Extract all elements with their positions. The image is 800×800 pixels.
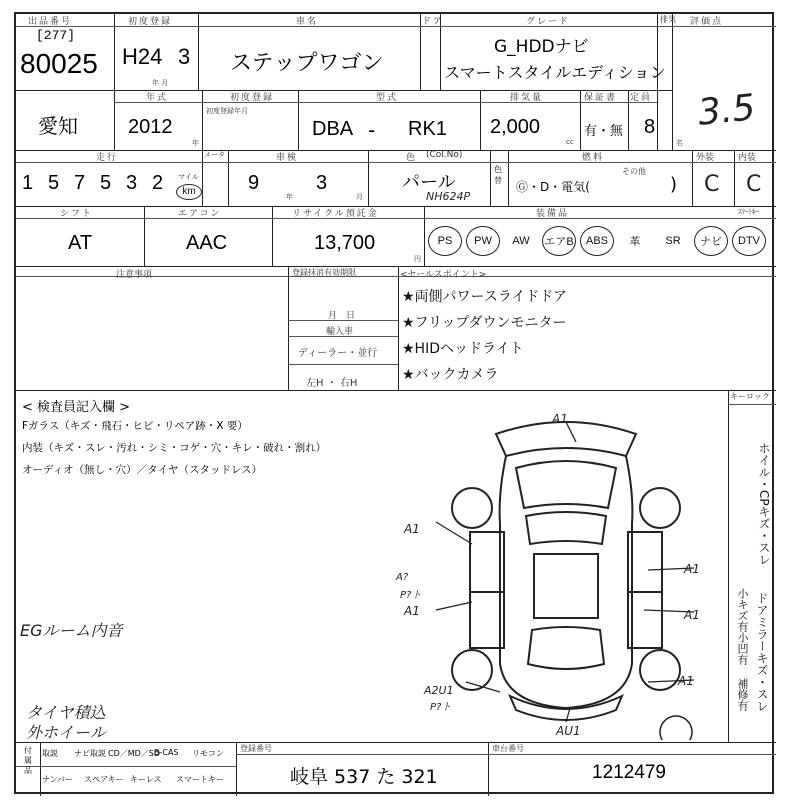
divider — [236, 742, 237, 796]
first-reg-month: 3 — [178, 44, 191, 69]
header-equipment: 装備品 — [536, 209, 570, 219]
divider — [488, 742, 489, 796]
mileage-digit: 1 — [22, 172, 34, 194]
inspector-line: Fガラス（キズ・飛石・ヒビ・リペア跡・X 要） — [22, 420, 248, 432]
aircon-value: AAC — [186, 232, 228, 254]
header-model: 型式 — [376, 93, 399, 103]
header-line — [16, 218, 776, 219]
header-aircon: エアコン — [178, 209, 222, 219]
warranty-value: 有・無 — [584, 124, 624, 139]
divider — [202, 150, 203, 206]
reg-import: 輸入車 — [326, 327, 354, 337]
header-warranty: 保証書 — [584, 93, 618, 103]
accessory-item: B-CAS — [154, 748, 179, 757]
displacement-value: 2,000 — [490, 116, 541, 138]
divider — [398, 266, 399, 390]
wheel-front-right-shape — [640, 488, 680, 528]
grade-line2: スマートスタイルエディション — [444, 63, 666, 82]
header-reg-expiry: 登録抹消有効期限 — [292, 268, 356, 277]
equipment-1: PS — [428, 226, 462, 256]
header-grade: グレード — [526, 17, 571, 27]
mileage-digit: 3 — [126, 172, 138, 194]
header-sales-points: <セールスポイント> — [400, 270, 487, 280]
right-front-door-shape — [628, 532, 662, 592]
damage-label: P?ト — [400, 590, 422, 601]
fuel-close: ) — [670, 174, 678, 195]
wheel-rear-right-shape — [640, 650, 680, 690]
accessory-item: キーレス — [130, 775, 162, 784]
recycle-value: 13,700 — [314, 232, 376, 254]
damage-label: A1 — [552, 412, 568, 426]
divider — [144, 206, 145, 266]
reg-box-line — [288, 364, 398, 365]
header-color-no: (Col.No) — [426, 150, 463, 160]
header-capacity: 定員 — [630, 93, 653, 103]
area-value: 愛知 — [38, 114, 78, 138]
header-lot-no: 出品番号 — [28, 17, 73, 27]
header-shift: シフト — [60, 209, 94, 219]
car-name: ステップワゴン — [230, 51, 384, 76]
first-reg-note: 初度登録年月 — [206, 107, 248, 115]
sales-point-item: ★両側パワースライドドア — [402, 289, 568, 305]
model-year-unit: 年 — [192, 139, 199, 147]
lot-number: 80025 — [20, 48, 98, 79]
divider — [490, 150, 491, 206]
mileage-unit-top: マイル — [178, 173, 199, 181]
damage-label: A1 — [684, 608, 700, 622]
divider — [480, 90, 481, 150]
header-door: ドア — [422, 17, 444, 27]
note-wheel: 外ホイール — [26, 723, 106, 742]
equipment-5: ABS — [580, 226, 614, 256]
divider — [288, 266, 289, 390]
divider — [298, 90, 299, 150]
first-reg-ym-unit: 年 月 — [152, 79, 169, 87]
sales-point-item: ★バックカメラ — [402, 367, 499, 383]
divider — [202, 90, 203, 150]
frame-number: 1212479 — [592, 762, 666, 783]
shift-value: AT — [68, 232, 93, 254]
divider — [272, 206, 273, 266]
grade-line1: G_HDDナビ — [494, 37, 589, 57]
sales-point-item: ★HIDヘッドライト — [402, 341, 524, 357]
accessory-item: スマートキー — [176, 775, 224, 784]
right-note-repair: 補修有 — [736, 678, 749, 711]
color-swap-label: 色替 — [494, 165, 502, 185]
inspection-month-unit: 月 — [356, 193, 363, 201]
header-interior: 内装 — [738, 153, 757, 163]
divider — [114, 14, 115, 150]
plate-number: 岐阜 537 た 321 — [290, 766, 438, 788]
divider — [228, 150, 229, 206]
equipment-4: エアB — [542, 226, 576, 256]
model-prefix: DBA — [312, 118, 354, 140]
accessory-item: ナンバー — [42, 775, 74, 784]
right-note-wheel: ホイル・CPキズ・スレ — [757, 442, 771, 566]
divider — [368, 150, 369, 206]
footer-top-line — [16, 742, 776, 743]
rear-glass-shape — [528, 627, 604, 669]
header-frame: 車台番号 — [492, 744, 524, 753]
header-line — [16, 162, 776, 163]
damage-label: A1 — [404, 522, 420, 536]
mileage-digit: 5 — [100, 172, 112, 194]
roof-shape — [534, 554, 598, 618]
mileage-digit: 5 — [48, 172, 60, 194]
equipment-6: 革 — [629, 236, 641, 248]
front-bumper-shape — [496, 422, 636, 456]
header-car-name: 車名 — [296, 17, 319, 27]
interior-grade: C — [746, 172, 762, 197]
footer-mid-line — [16, 766, 236, 767]
evaluation-score: 3.5 — [696, 87, 758, 134]
inspection-year-unit: 年 — [286, 193, 293, 201]
model-dash: - — [368, 118, 376, 142]
wheel-front-left-shape — [452, 488, 492, 528]
header-meter-change: メータ — [204, 151, 225, 159]
model-code: RK1 — [408, 118, 447, 140]
exterior-grade: C — [704, 172, 720, 197]
header-score: 評価点 — [690, 17, 724, 27]
right-note-small-scratch: 小キズ有 — [736, 588, 749, 632]
mileage-digit: 7 — [74, 172, 86, 194]
header-exterior: 外装 — [696, 153, 715, 163]
inspector-line: オーディオ（無し・穴）／タイヤ（スタッドレス） — [22, 464, 263, 476]
header-displacement: 排気量 — [510, 93, 544, 103]
body-outline-shape — [500, 456, 633, 708]
divider — [692, 150, 693, 206]
right-rear-door-shape — [628, 592, 662, 648]
footer-header-line — [236, 754, 776, 755]
damage-label: A? — [396, 572, 409, 583]
right-note-mirror: ドアミラーキズ・スレ — [755, 592, 769, 712]
sales-point-item: ★フリップダウンモニター — [402, 315, 567, 331]
left-front-door-shape — [470, 532, 504, 592]
accessory-item: リモコン — [192, 749, 224, 758]
displacement-unit: cc — [566, 138, 574, 146]
header-first-reg: 初度登録 — [128, 17, 173, 27]
model-year-value: 2012 — [128, 116, 173, 138]
equipment-8: ナビ — [694, 226, 728, 256]
damage-label: P?ト — [430, 702, 452, 713]
damage-label: A1 — [404, 604, 420, 618]
header-fuel: 燃料 — [582, 153, 605, 163]
header-mileage: 走行 — [96, 153, 119, 163]
left-rear-door-shape — [470, 592, 504, 648]
first-reg-era: H24 — [122, 44, 163, 69]
divider — [734, 150, 735, 206]
note-tire: タイヤ積込 — [26, 703, 106, 722]
fuel-other-label: その他 — [622, 167, 646, 176]
hood-shape — [516, 461, 616, 508]
divider — [424, 206, 425, 266]
inspector-line: 内装（キズ・スレ・汚れ・シミ・コゲ・穴・キレ・破れ・割れ） — [22, 442, 327, 454]
equipment-7: SR — [665, 235, 681, 247]
reg-dealer: ディーラー・並行 — [298, 348, 378, 359]
divider — [580, 90, 581, 150]
header-recycle: リサイクル預託金 — [292, 209, 379, 219]
header-key-lock: キーロック — [730, 392, 770, 401]
divider — [672, 14, 673, 150]
equipment-3: AW — [512, 235, 530, 247]
header-notes: 注意事項 — [116, 270, 153, 280]
inspection-month: 3 — [316, 172, 328, 194]
damage-label: A2U1 — [424, 684, 454, 697]
equipment-9: DTV — [732, 226, 766, 256]
divider — [628, 90, 629, 150]
mileage-unit-km: km — [176, 184, 202, 200]
header-plate: 登録番号 — [240, 744, 272, 753]
color-name: パール — [402, 172, 456, 193]
damage-label: AU1 — [556, 724, 581, 738]
header-model-year: 年式 — [146, 93, 169, 103]
right-note-small-dent: 小凹有 — [736, 632, 749, 665]
color-code: NH624P — [426, 190, 471, 203]
lot-bracket: [277] — [36, 28, 76, 43]
header-first-reg-sub: 初度登録 — [230, 93, 275, 103]
row3-bottom-line — [16, 206, 776, 207]
accessory-item: スペアキー — [84, 775, 124, 784]
header-color: 色 — [406, 153, 418, 163]
equipment-2: PW — [466, 226, 500, 256]
row2-bottom-line — [16, 150, 776, 151]
stain-circle-shape — [660, 716, 692, 740]
header-keyless: ｽﾏｰﾄｷｰ — [738, 208, 759, 216]
fuel-options: Ⓖ・D・電気( — [516, 180, 590, 194]
mileage-digit: 2 — [152, 172, 164, 194]
inspection-year: 9 — [248, 172, 260, 194]
divider — [508, 150, 509, 206]
note-eg-room: EGルーム内音 — [20, 621, 123, 640]
accessory-item: ナビ取説 — [74, 749, 106, 758]
accessory-item: 取説 — [42, 749, 58, 758]
recycle-unit: 円 — [414, 255, 421, 263]
capacity-unit: 名 — [676, 139, 683, 147]
inspector-title: < 検査員記入欄 > — [22, 400, 131, 415]
auction-sheet — [14, 12, 774, 794]
capacity-value: 8 — [644, 116, 656, 138]
windshield-shape — [526, 512, 606, 544]
accessory-item: CD／MD／SD — [108, 749, 161, 758]
row5-bottom-line — [16, 390, 776, 391]
reg-month-day: 月 日 — [328, 311, 356, 321]
footer-side-label: 付属品 — [24, 746, 32, 775]
header-inspection: 車検 — [276, 153, 299, 163]
damage-label: A1 — [684, 562, 700, 576]
reg-steering: 左H ・ 右H — [306, 378, 358, 389]
header-displacement-label: 排気 — [660, 15, 676, 24]
damage-label: A1 — [678, 674, 694, 688]
divider — [40, 742, 41, 796]
